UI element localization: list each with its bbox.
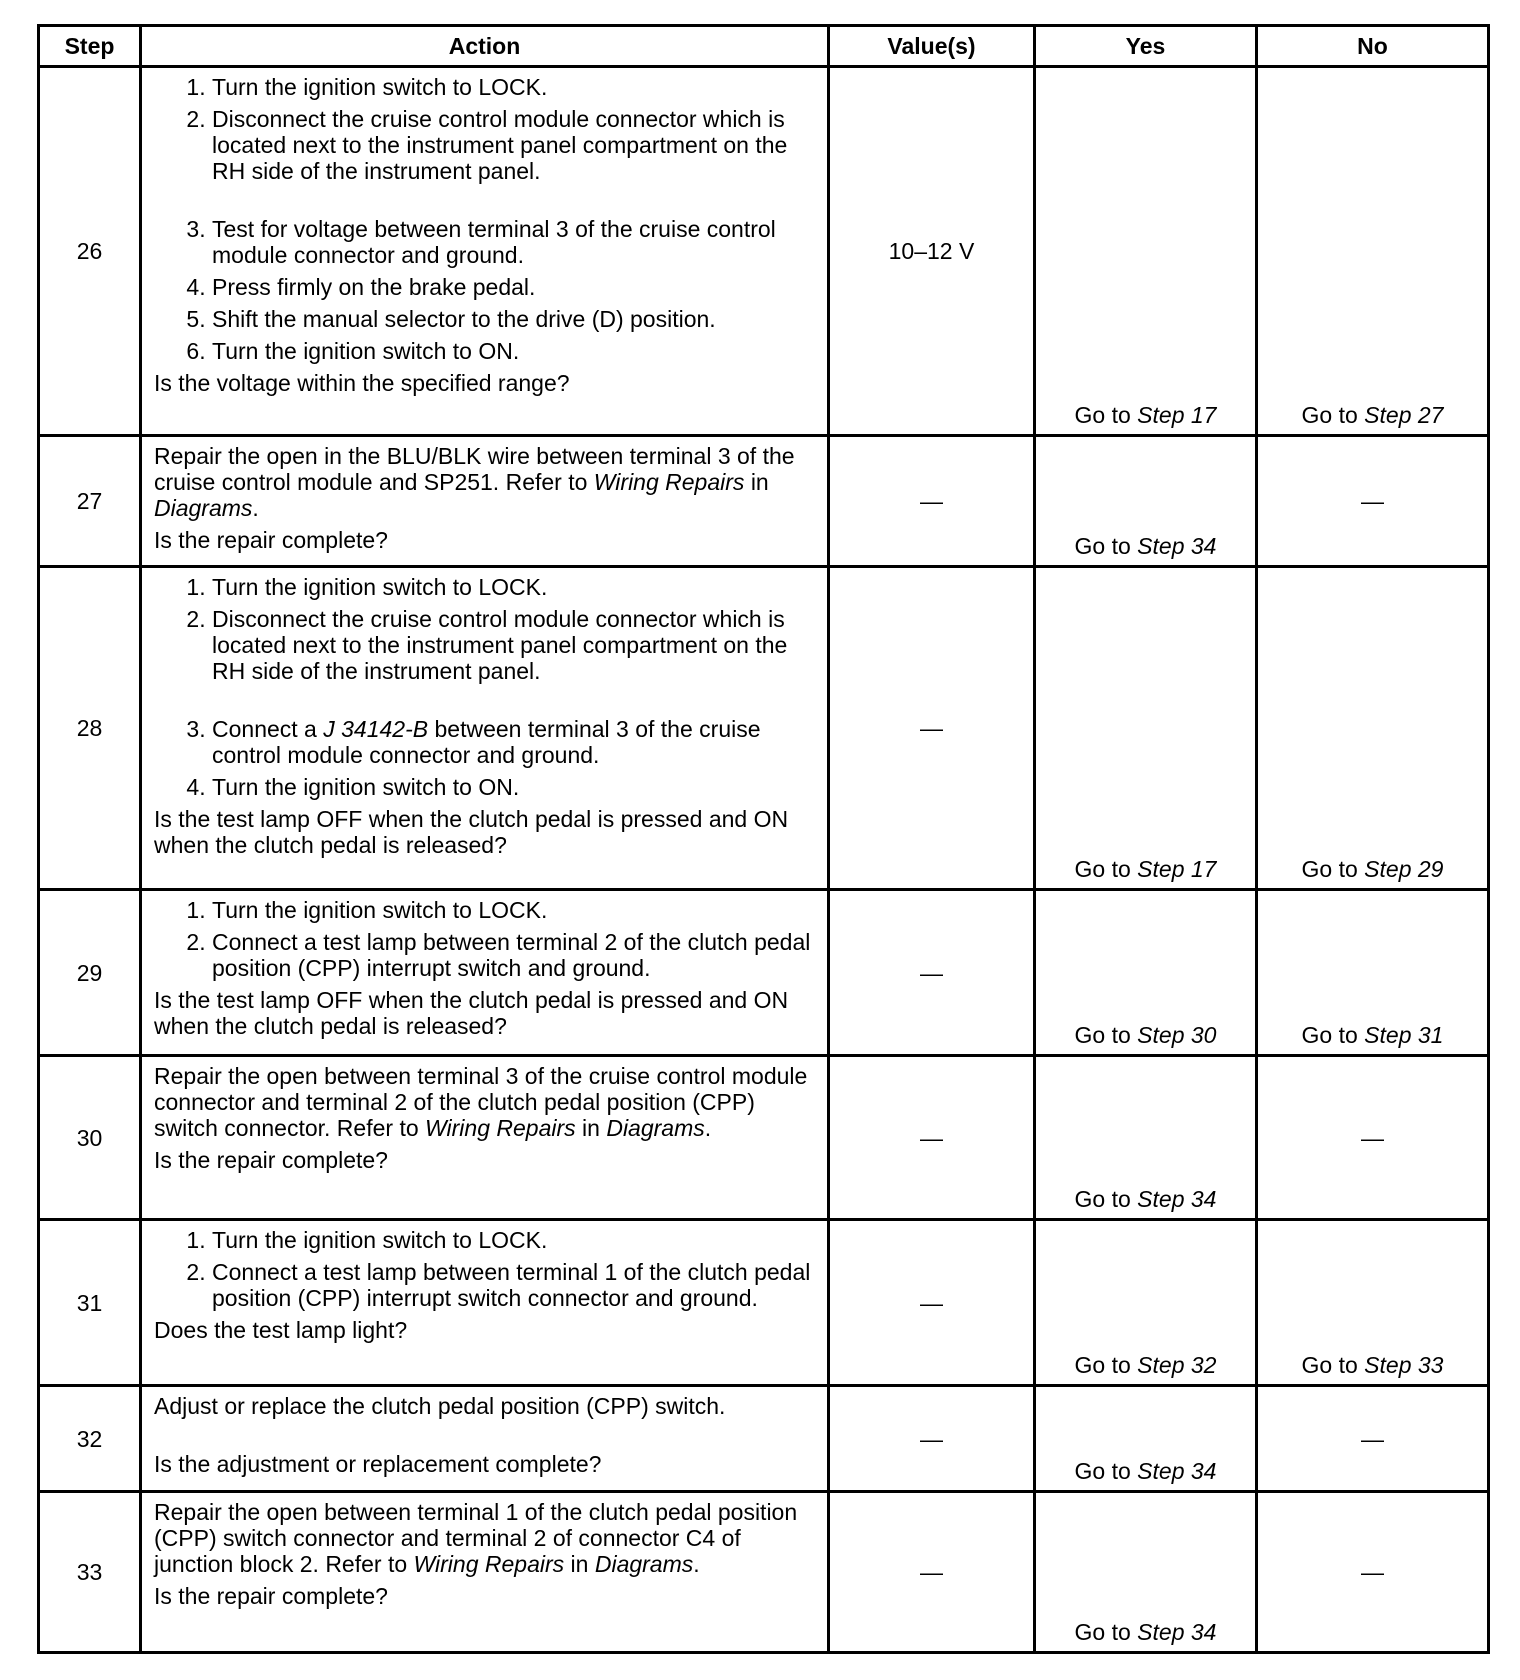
yes-cell [1035, 567, 1257, 890]
value-cell: 10–12 V [829, 67, 1035, 436]
action-cell [141, 1386, 829, 1492]
step-number: 27 [39, 436, 141, 567]
action-cell [141, 1056, 829, 1220]
action-paragraph: Adjust or replace the clutch pedal position (CPP) switch. [154, 1393, 726, 1419]
action-text: in [750, 469, 769, 495]
goto-label: Go to [1074, 1619, 1131, 1645]
action-list [154, 897, 819, 981]
diagnostic-steps-table [37, 24, 1490, 1654]
yes-step-link[interactable]: Step 30 [1137, 1022, 1217, 1048]
value-cell: — [829, 436, 1035, 567]
yes-step-link[interactable]: Step 34 [1137, 1458, 1217, 1484]
goto-label: Go to [1074, 1458, 1131, 1484]
action-text: in [582, 1115, 600, 1141]
yes-cell [1035, 1386, 1257, 1492]
yes-step-link[interactable]: Step 32 [1137, 1352, 1217, 1378]
wiring-repairs-ref: Wiring Repairs [413, 1551, 565, 1577]
action-item: 1. Turn the ignition switch to LOCK. [212, 74, 819, 100]
yes-step-link[interactable]: Step 17 [1137, 402, 1217, 428]
action-item: 2. Disconnect the cruise control module connector which is located next to the instrument panel compartment on the RH side of the instrument panel. [212, 606, 819, 684]
action-cell [141, 567, 829, 890]
table-row-step-30 [39, 1056, 1489, 1220]
step-number: 33 [39, 1492, 141, 1653]
no-cell [1257, 67, 1489, 436]
action-item: 3. Test for voltage between terminal 3 of the cruise control module connector and ground. [212, 216, 819, 268]
action-question: Is the test lamp OFF when the clutch pedal is pressed and ON when the clutch pedal is released? [154, 987, 789, 1039]
no-step-link[interactable]: Step 29 [1364, 856, 1444, 882]
action-item [212, 716, 819, 768]
goto-label: Go to [1301, 1352, 1358, 1378]
goto-label: Go to [1074, 402, 1131, 428]
table-row-step-33 [39, 1492, 1489, 1653]
yes-cell [1035, 67, 1257, 436]
action-item: 1. Turn the ignition switch to LOCK. [212, 1227, 819, 1253]
diagnostic-table-page [37, 24, 1487, 1654]
yes-step-link[interactable]: Step 34 [1137, 1186, 1217, 1212]
action-text: between terminal 3 of the cruise control module connector and ground. [212, 716, 761, 768]
action-item: 5. Shift the manual selector to the drive (D) position. [212, 306, 819, 332]
action-cell [141, 436, 829, 567]
goto-label: Go to [1074, 533, 1131, 559]
goto-label: Go to [1074, 1022, 1131, 1048]
goto-label: Go to [1074, 856, 1131, 882]
table-row-step-29 [39, 890, 1489, 1056]
goto-label: Go to [1301, 402, 1358, 428]
tool-reference: J 34142-B [323, 716, 429, 742]
no-step-link[interactable]: Step 27 [1364, 402, 1444, 428]
no-cell [1257, 567, 1489, 890]
action-paragraph: Repair the open in the BLU/BLK wire between terminal 3 of the cruise control module and SP251. Refer to Wiring Repairs in Diagrams. [154, 443, 795, 521]
action-question: Is the voltage within the specified range? [154, 370, 570, 396]
action-item: 2. Connect a test lamp between terminal 2 of the clutch pedal position (CPP) interrupt switch and ground. [212, 929, 819, 981]
action-question: Is the repair complete? [154, 1583, 388, 1609]
value-cell: — [829, 890, 1035, 1056]
no-step-link[interactable]: Step 31 [1364, 1022, 1444, 1048]
action-text: Repair the open in the BLU/BLK wire between terminal 3 of the cruise control module and SP251. Refer to [154, 443, 795, 495]
value-cell: — [829, 1220, 1035, 1386]
header-yes: Yes [1035, 26, 1257, 67]
header-no: No [1257, 26, 1489, 67]
no-step-link[interactable]: Step 33 [1364, 1352, 1444, 1378]
action-question: Is the test lamp OFF when the clutch pedal is pressed and ON when the clutch pedal is released? [154, 806, 789, 858]
action-item: 6. Turn the ignition switch to ON. [212, 338, 819, 364]
goto-label: Go to [1074, 1186, 1131, 1212]
action-item: 4. Turn the ignition switch to ON. [212, 774, 819, 800]
action-cell [141, 1220, 829, 1386]
action-list [154, 574, 819, 800]
no-cell [1257, 1220, 1489, 1386]
wiring-repairs-ref: Wiring Repairs [425, 1115, 576, 1141]
yes-cell [1035, 1492, 1257, 1653]
no-cell: — [1257, 436, 1489, 567]
diagrams-ref: Diagrams [154, 495, 253, 521]
header-values: Value(s) [829, 26, 1035, 67]
action-item: 1. Turn the ignition switch to LOCK. [212, 574, 819, 600]
goto-label: Go to [1301, 856, 1358, 882]
yes-cell [1035, 436, 1257, 567]
yes-step-link[interactable]: Step 17 [1137, 856, 1217, 882]
goto-label: Go to [1074, 1352, 1131, 1378]
action-question: Is the adjustment or replacement complete? [154, 1451, 602, 1477]
step-number: 26 [39, 67, 141, 436]
action-text: Repair the open between terminal 1 of the clutch pedal position (CPP) switch connector and terminal 2 of connector C4 of junction block 2. Refer to [154, 1499, 798, 1577]
action-cell [141, 67, 829, 436]
yes-cell [1035, 890, 1257, 1056]
step-number: 31 [39, 1220, 141, 1386]
action-cell [141, 1492, 829, 1653]
table-header-row [39, 26, 1489, 67]
value-cell: — [829, 1492, 1035, 1653]
step-number: 32 [39, 1386, 141, 1492]
table-row-step-28 [39, 567, 1489, 890]
action-text: Repair the open between terminal 3 of the cruise control module connector and terminal 2 of the clutch pedal position (CPP) switch connector. Refer to [154, 1063, 808, 1141]
action-cell [141, 890, 829, 1056]
table-row-step-32 [39, 1386, 1489, 1492]
header-action: Action [141, 26, 829, 67]
action-question: Is the repair complete? [154, 1147, 388, 1173]
header-step: Step [39, 26, 141, 67]
action-list [154, 74, 819, 364]
table-row-step-31 [39, 1220, 1489, 1386]
value-cell: — [829, 1386, 1035, 1492]
action-item: 2. Connect a test lamp between terminal 1 of the clutch pedal position (CPP) interrupt switch connector and ground. [212, 1259, 819, 1311]
step-number: 28 [39, 567, 141, 890]
spacer [154, 1425, 819, 1451]
action-question: Is the repair complete? [154, 527, 388, 553]
action-text: Connect a [212, 716, 317, 742]
table-row-step-27 [39, 436, 1489, 567]
value-cell: — [829, 567, 1035, 890]
wiring-repairs-ref: Wiring Repairs [593, 469, 745, 495]
action-question: Does the test lamp light? [154, 1317, 408, 1343]
action-item: 1. Turn the ignition switch to LOCK. [212, 897, 819, 923]
action-list [154, 1227, 819, 1311]
no-cell: — [1257, 1056, 1489, 1220]
yes-cell [1035, 1056, 1257, 1220]
action-text: in [570, 1551, 589, 1577]
no-cell: — [1257, 1386, 1489, 1492]
diagrams-ref: Diagrams [606, 1115, 705, 1141]
yes-step-link[interactable]: Step 34 [1137, 533, 1217, 559]
value-cell: — [829, 1056, 1035, 1220]
table-row-step-26 [39, 67, 1489, 436]
no-cell: — [1257, 1492, 1489, 1653]
no-cell [1257, 890, 1489, 1056]
yes-cell [1035, 1220, 1257, 1386]
action-item: 2. Disconnect the cruise control module connector which is located next to the instrument panel compartment on the RH side of the instrument panel. [212, 106, 819, 184]
step-number: 30 [39, 1056, 141, 1220]
yes-step-link[interactable]: Step 34 [1137, 1619, 1217, 1645]
diagrams-ref: Diagrams [594, 1551, 694, 1577]
action-paragraph: Repair the open between terminal 3 of the cruise control module connector and terminal 2 of the clutch pedal position (CPP) switch connector. Refer to Wiring Repairs in Diagrams. [154, 1063, 808, 1141]
goto-label: Go to [1301, 1022, 1358, 1048]
action-item: 4. Press firmly on the brake pedal. [212, 274, 819, 300]
action-paragraph: Repair the open between terminal 1 of the clutch pedal position (CPP) switch connector and terminal 2 of connector C4 of junction block 2. Refer to Wiring Repairs in Diagrams. [154, 1499, 798, 1577]
step-number: 29 [39, 890, 141, 1056]
